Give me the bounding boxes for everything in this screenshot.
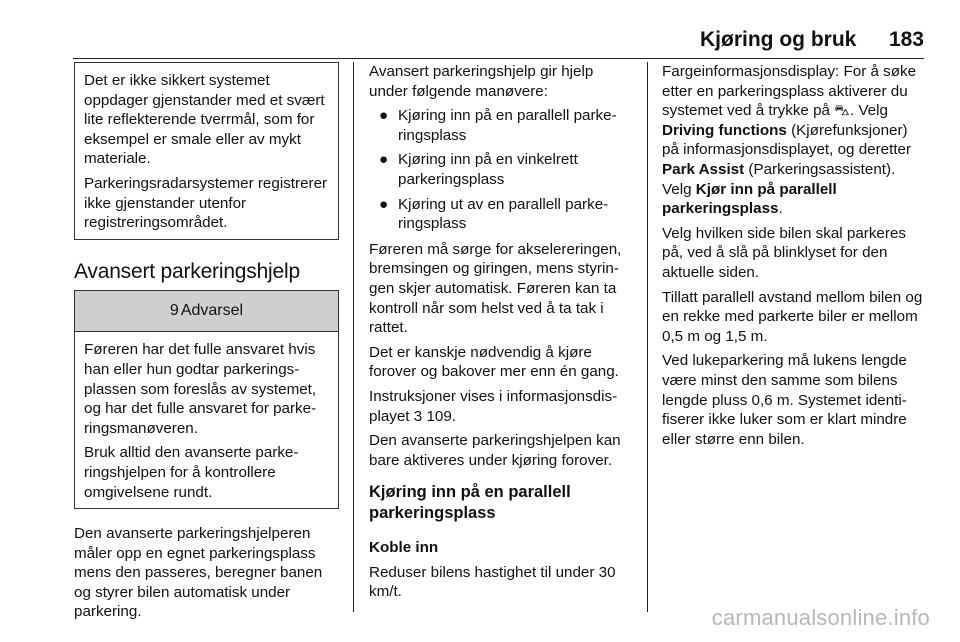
park-assist-button-icon: ⛍ xyxy=(834,102,850,120)
list-item: ● Kjøring ut av en parallell parkeringsplass xyxy=(379,195,609,233)
menu-label-park-assist: Park Assist xyxy=(662,160,745,178)
page-reference-icon: 3 xyxy=(413,407,423,425)
body-paragraph: Reduser bilens hastighet til under 30 km/t. xyxy=(369,563,616,601)
intro-paragraph: Avansert parkeringshjelp gir hjelp under følgende manøvere: xyxy=(369,63,594,100)
warning-paragraph-1: Føreren har det fulle ansvaret hvis han eller hun godtar parkeringsplassen som foreslås av systemet, og har det fulle ansvaret for parkeringsmanøveren. xyxy=(84,341,317,437)
body-paragraph: Velg hvilken side bilen skal parkeres på, ved å slå på blinklyset for den aktuelle siden. xyxy=(662,224,906,281)
body-paragraph: Den avanserte parkeringshjelperen måler opp en egnet parkeringsplass mens den passeres, beregner banen og styrer bilen automatisk under parkering. xyxy=(74,525,323,621)
warning-icon: 9 xyxy=(169,302,179,320)
list-item: ● Kjøring inn på en vinkelrett parkeringsplass xyxy=(379,151,578,188)
note-paragraph-2: Parkeringsradarsystemer registrerer ikke gjenstander utenfor registreringsområdet. xyxy=(84,174,328,232)
subsection-heading: Kjøring inn på en parallell parkeringsplass xyxy=(369,483,571,523)
warning-title: Advarsel xyxy=(180,302,244,320)
body-paragraph: Den avanserte parkeringshjelpen kan bare aktiveres under kjøring forover. xyxy=(369,432,621,469)
body-paragraph: Føreren må sørge for akselereringen, bremsingen og giringen, mens styringen skjer automatisk. Føreren kan ta kontroll når som helst ved å ta tak i rattet. xyxy=(369,240,622,337)
header-rule xyxy=(73,58,924,59)
watermark: carmanualsonline.info xyxy=(711,605,930,630)
menu-label-parallel-parking: Kjør inn på parallell parkeringsplass xyxy=(662,180,837,218)
warning-box xyxy=(74,290,339,509)
note-paragraph-1: Det er ikke sikkert systemet oppdager gjenstander med et svært lite reflekterende tverrmål, som for eksempel er smale eller av mykt materiale. xyxy=(84,72,325,168)
column-1 xyxy=(74,62,339,627)
page-reference-link[interactable]: 109. xyxy=(426,407,457,425)
maneuver-list xyxy=(369,106,632,234)
column-3 xyxy=(662,62,924,454)
menu-label-driving-functions: Driving functions xyxy=(662,121,787,139)
column-divider-1 xyxy=(353,62,354,612)
column-divider-2 xyxy=(647,62,648,612)
body-paragraph: Fargeinformasjonsdisplay: For å søke etter en parkeringsplass aktiverer du systemet ved å trykke på ⛍. Velg Driving functions (Kjørefunksjoner) på informasjonsdisplayet, og deretter Park Assist (Parkeringsassistent). Velg Kjør inn på parallell parkeringsplass. xyxy=(662,63,917,218)
page-number: 183 xyxy=(888,28,924,51)
step-heading: Koble inn xyxy=(369,539,439,557)
column-2 xyxy=(369,62,632,607)
note-box xyxy=(74,62,339,240)
body-paragraph: Tillatt parallell avstand mellom bilen og en rekke med parkerte biler er mellom 0,5 m og 1,5 m. xyxy=(662,288,923,345)
body-paragraph: Ved lukeparkering må lukens lengde være minst den samme som bilens lengde pluss 0,6 m. Systemet identifiserer ikke luker som er klart mindre eller større enn bilen. xyxy=(662,352,907,448)
warning-paragraph-2: Bruk alltid den avanserte parkeringshjelpen for å kontrollere omgivelsene rundt. xyxy=(84,444,299,501)
bullet-icon: ● xyxy=(379,107,389,125)
page-header-title: Kjøring og bruk xyxy=(700,28,857,51)
warning-header xyxy=(75,291,338,332)
section-heading: Avansert parkeringshjelp xyxy=(74,259,300,283)
bullet-icon: ● xyxy=(379,151,389,169)
bullet-icon: ● xyxy=(379,195,389,213)
body-paragraph: Instruksjoner vises i informasjonsdisplayet 3 109. xyxy=(369,387,618,425)
list-item: ● Kjøring inn på en parallell parkeringsplass xyxy=(379,107,617,144)
body-paragraph: Det er kanskje nødvendig å kjøre forover og bakover mer enn én gang. xyxy=(369,343,619,381)
